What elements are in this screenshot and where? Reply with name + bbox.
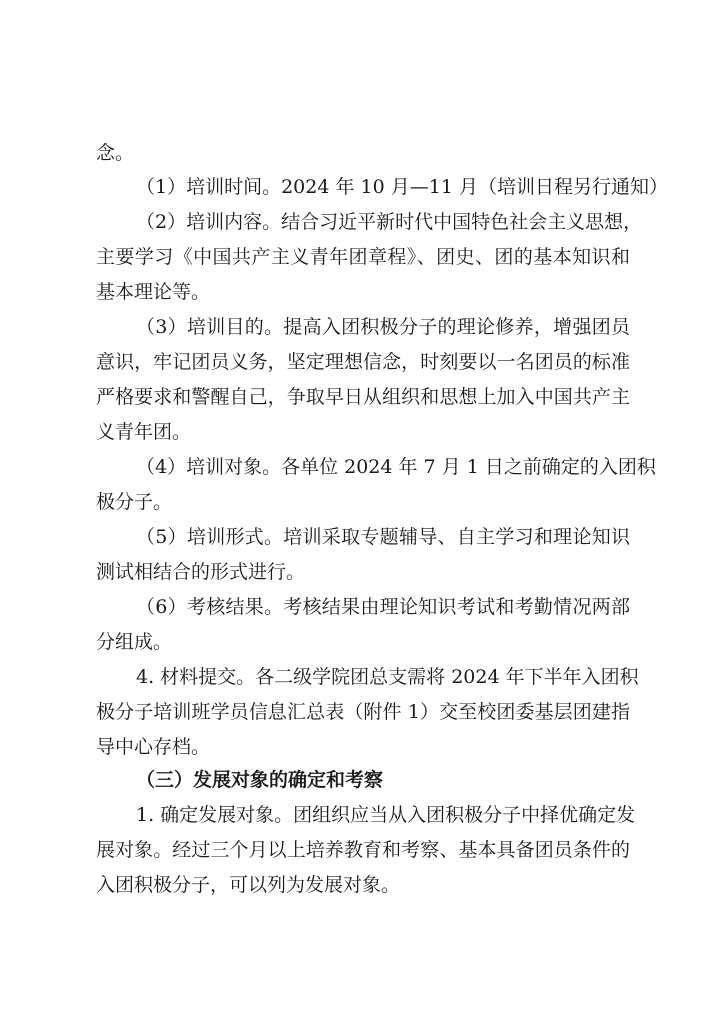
text-line: 导中心存档。 xyxy=(96,736,211,758)
text-line: 主要学习《中国共产主义青年团章程》、团史、团的基本知识和 xyxy=(96,246,630,268)
text-line: 严格要求和警醒自己，争取早日从组织和思想上加入中国共产主 xyxy=(96,386,630,408)
text-line-training-time: （1）培训时间。2024 年 10 月—11 月（培训日程另行通知） xyxy=(136,176,668,198)
text-line: 极分子培训班学员信息汇总表（附件 1）交至校团委基层团建指 xyxy=(96,701,630,723)
text-line: 测试相结合的形式进行。 xyxy=(96,561,306,583)
text-line: 义青年团。 xyxy=(96,421,192,443)
text-line-material-submission: 4. 材料提交。各二级学院团总支需将 2024 年下半年入团积 xyxy=(136,666,639,688)
text-line-confirm-development-target: 1. 确定发展对象。团组织应当从入团积极分子中择优确定发 xyxy=(136,804,636,826)
text-line: 展对象。经过三个月以上培养教育和考察、基本具备团员条件的 xyxy=(96,839,630,861)
text-line-continuation: 念。 xyxy=(96,142,135,164)
text-line-training-content: （2）培训内容。结合习近平新时代中国特色社会主义思想， xyxy=(136,211,643,233)
text-line: 分组成。 xyxy=(96,631,173,653)
text-line-training-form: （5）培训形式。培训采取专题辅导、自主学习和理论知识 xyxy=(136,526,630,548)
text-line: 意识，牢记团员义务，坚定理想信念，时刻要以一名团员的标准 xyxy=(96,351,630,373)
text-line: 极分子。 xyxy=(96,491,173,513)
text-line-training-purpose: （3）培训目的。提高入团积极分子的理论修养，增强团员 xyxy=(136,316,630,338)
text-line: 基本理论等。 xyxy=(96,281,211,303)
text-line: 入团积极分子，可以列为发展对象。 xyxy=(96,874,401,896)
section-heading: （三）发展对象的确定和考察 xyxy=(136,769,384,791)
text-line-assessment-result: （6）考核结果。考核结果由理论知识考试和考勤情况两部 xyxy=(136,596,630,618)
text-line-training-target: （4）培训对象。各单位 2024 年 7 月 1 日之前确定的入团积 xyxy=(136,456,656,478)
